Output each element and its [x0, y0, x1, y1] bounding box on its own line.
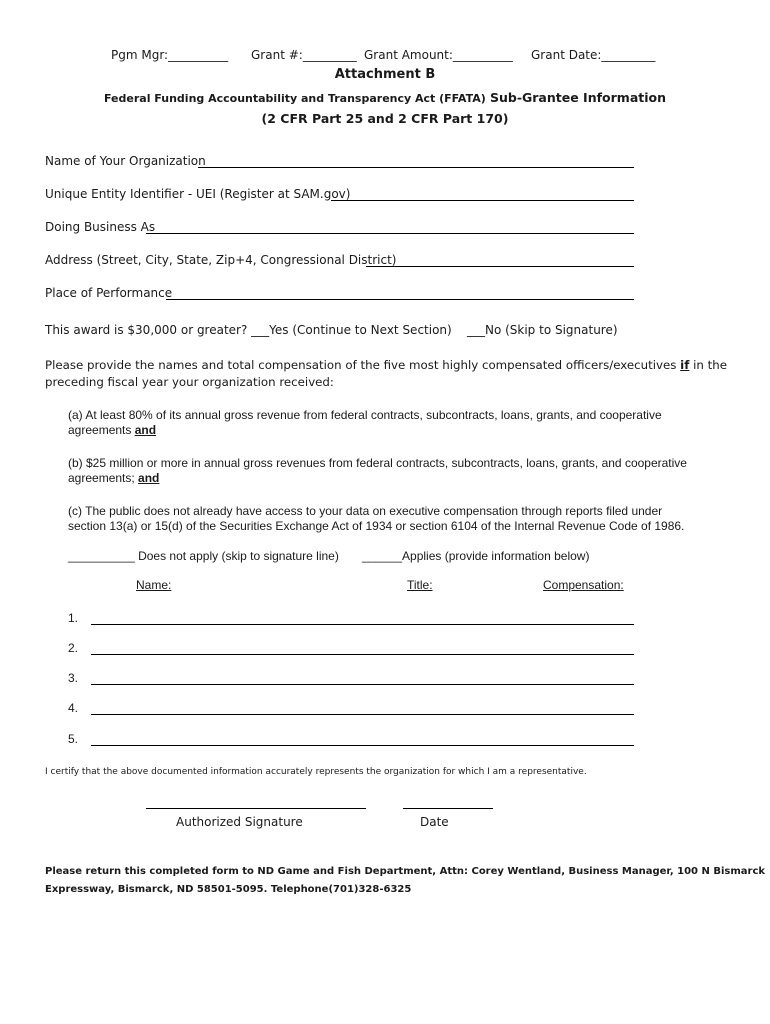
condition-c-line-1: (c) The public does not already have access to your data on executive compensation through reports filed under: [68, 504, 663, 518]
pgm-mgr-field[interactable]: Pgm Mgr:__________: [111, 48, 229, 62]
instructions-if: if: [680, 358, 690, 372]
row-number: 2.: [68, 641, 79, 655]
instructions-line-2: preceding fiscal year your organization received:: [45, 375, 334, 389]
return-instructions-line-1: Please return this completed form to ND Game and Fish Department, Attn: Corey Wentland, Business Manager, 100 N Bismarck: [45, 866, 766, 877]
condition-b-line-1: (b) $25 million or more in annual gross revenues from federal contracts, subcontracts, loans, grants, and cooperative: [68, 456, 687, 470]
dba-input[interactable]: [146, 233, 634, 234]
executive-row-line[interactable]: [91, 654, 634, 655]
row-number: 3.: [68, 671, 79, 685]
row-number: 5.: [68, 732, 79, 746]
executive-row-line[interactable]: [91, 745, 634, 746]
condition-b-line-2: [68, 471, 159, 485]
column-title: Title:: [407, 578, 433, 592]
form-title: [0, 90, 770, 105]
condition-a-line-2: [68, 423, 156, 437]
uei-input[interactable]: [331, 200, 634, 201]
applies-option[interactable]: ______Applies (provide information below): [362, 549, 590, 563]
does-not-apply-option[interactable]: __________ Does not apply (skip to signature line): [68, 549, 339, 563]
award-threshold-question[interactable]: This award is $30,000 or greater? ___Yes (Continue to Next Section) ___No (Skip to Signature): [45, 323, 618, 337]
signature-line[interactable]: [146, 808, 366, 809]
row-number: 1.: [68, 611, 79, 625]
address-input[interactable]: [366, 266, 634, 267]
executive-row-line[interactable]: [91, 714, 634, 715]
uei-label: Unique Entity Identifier - UEI (Register at SAM.gov): [45, 187, 351, 201]
org-name-label: Name of Your Organization: [45, 154, 206, 168]
executive-row-line[interactable]: [91, 684, 634, 685]
grant-amount-field[interactable]: Grant Amount:__________: [364, 48, 513, 62]
dba-label: Doing Business As: [45, 220, 156, 234]
instructions-tail: in the: [689, 358, 727, 372]
form-title-act: Federal Funding Accountability and Transparency Act (FFATA): [103, 92, 486, 105]
instructions-text: Please provide the names and total compensation of the five most highly compensated officers/executives: [45, 358, 681, 372]
form-title-subgrantee: Sub-Grantee Information: [489, 90, 666, 105]
condition-a-text: agreements: [68, 423, 135, 437]
column-name: Name:: [136, 578, 172, 592]
grant-number-field[interactable]: Grant #:_________: [251, 48, 357, 62]
condition-a-and: and: [134, 423, 157, 437]
form-subtitle: (2 CFR Part 25 and 2 CFR Part 170): [261, 111, 509, 126]
column-compensation: Compensation:: [543, 578, 624, 592]
instructions-line-1: [45, 358, 727, 372]
condition-b-and: and: [138, 471, 160, 485]
place-input[interactable]: [166, 299, 634, 300]
org-name-input[interactable]: [198, 167, 634, 168]
certification-statement: I certify that the above documented information accurately represents the organization for which I am a representative.: [45, 767, 587, 777]
condition-b-text: agreements;: [68, 471, 139, 485]
executive-row-line[interactable]: [91, 624, 634, 625]
address-label: Address (Street, City, State, Zip+4, Congressional District): [45, 253, 397, 267]
attachment-title: Attachment B: [334, 67, 436, 82]
grant-date-field[interactable]: Grant Date:_________: [531, 48, 656, 62]
row-number: 4.: [68, 701, 79, 715]
date-label: Date: [420, 815, 449, 829]
place-label: Place of Performance: [45, 286, 173, 300]
date-line[interactable]: [403, 808, 493, 809]
condition-c-line-2: section 13(a) or 15(d) of the Securities Exchange Act of 1934 or section 6104 of the Internal Revenue Code of 1986.: [68, 519, 685, 533]
return-instructions-line-2: Expressway, Bismarck, ND 58501-5095. Telephone(701)328-6325: [45, 884, 412, 895]
signature-label: Authorized Signature: [176, 815, 303, 829]
condition-a-line-1: (a) At least 80% of its annual gross revenue from federal contracts, subcontracts, loans, grants, and cooperative: [68, 408, 662, 422]
